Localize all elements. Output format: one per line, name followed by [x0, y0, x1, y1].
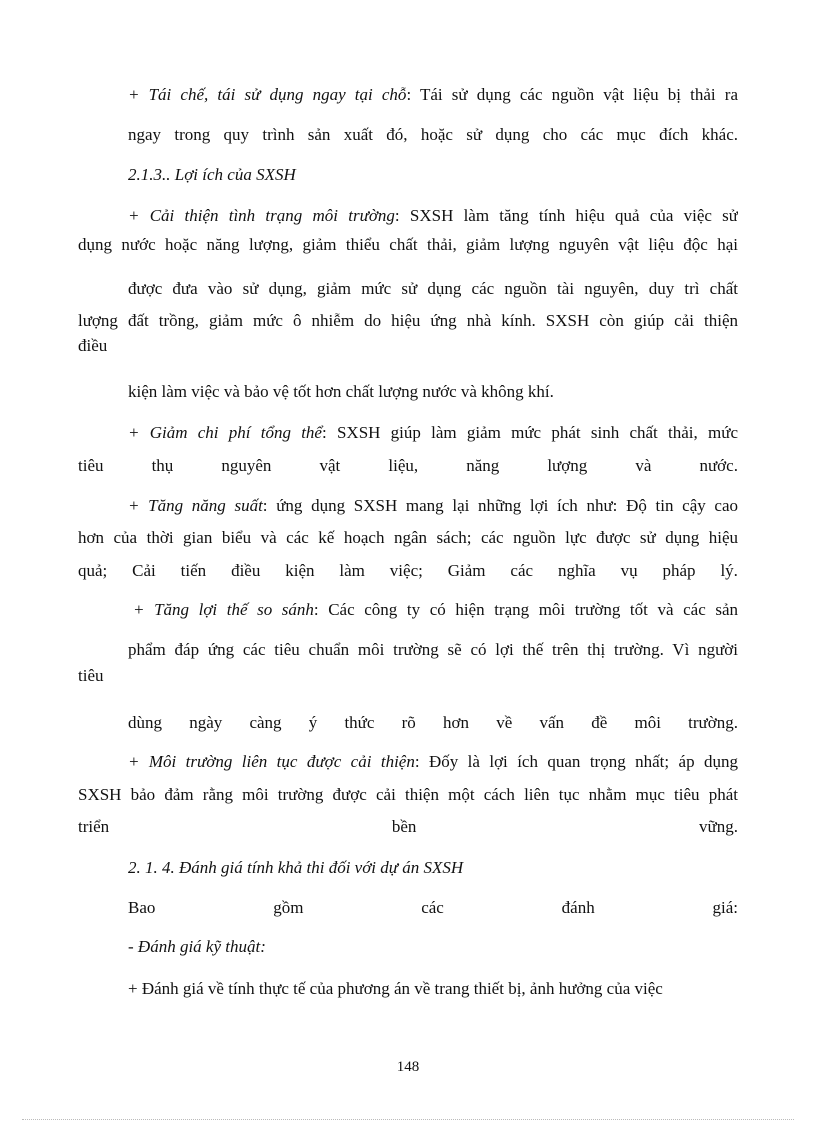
- text-line: [128, 713, 738, 733]
- text-line: điều: [78, 336, 108, 355]
- word: càng: [249, 713, 282, 732]
- text-line: lượng đất trồng, giảm mức ô nhiễm do hiệu ứng nhà kính. SXSH còn giúp cải thiện: [78, 311, 738, 330]
- word: ý: [308, 713, 318, 732]
- word: rõ: [401, 713, 416, 732]
- line-lead: + Môi trường liên tục được cải thiện: [128, 752, 415, 771]
- line-lead: + Tái chế, tái sử dụng ngay tại chỗ: [128, 85, 407, 104]
- text-line: [128, 496, 738, 516]
- word: các: [421, 898, 444, 917]
- text-line: dụng nước hoặc năng lượng, giảm thiểu chất thải, giảm lượng nguyên vật liệu độc hại: [78, 235, 738, 254]
- page-bottom-border: [22, 1119, 794, 1120]
- text-line: phẩm đáp ứng các tiêu chuẩn môi trường sẽ có lợi thế trên thị trường. Vì người: [128, 640, 738, 659]
- word: đánh: [561, 898, 595, 917]
- text-line: tiêu: [78, 666, 104, 685]
- line-lead: + Cải thiện tình trạng môi trường: [128, 206, 395, 225]
- word: nghĩa: [557, 561, 596, 580]
- text-line: [133, 600, 738, 620]
- line-text: : SXSH làm tăng tính hiệu quả của việc sử: [394, 206, 738, 225]
- word: thụ: [151, 456, 174, 475]
- line-text: : Các công ty có hiện trạng môi trường tốt và các sản: [313, 600, 738, 619]
- text-line: [78, 817, 738, 837]
- text-line: được đưa vào sử dụng, giảm mức sử dụng các nguồn tài nguyên, duy trì chất: [128, 279, 738, 298]
- text-line: [128, 85, 738, 105]
- word: tiến: [180, 561, 207, 580]
- line-text: : SXSH giúp làm giảm mức phát sinh chất thải, mức: [321, 423, 738, 442]
- section-heading: 2.1.3.. Lợi ích của SXSH: [128, 165, 296, 184]
- word: liệu,: [388, 456, 419, 475]
- line-text: : ứng dụng SXSH mang lại những lợi ích như: Độ tin cậy cao: [262, 496, 738, 515]
- text-line: [78, 456, 738, 476]
- line-lead: + Tăng lợi thế so sánh: [133, 600, 314, 619]
- word: gồm: [273, 898, 304, 917]
- word: giá:: [712, 898, 738, 917]
- line-text: : Đốy là lợi ích quan trọng nhất; áp dụng: [414, 752, 738, 771]
- section-heading: 2. 1. 4. Đánh giá tính khả thi đối với dự án SXSH: [128, 858, 464, 877]
- word: vật: [319, 456, 341, 475]
- word: nước.: [699, 456, 738, 475]
- text-line: [78, 561, 738, 581]
- text-line: kiện làm việc và bảo vệ tốt hơn chất lượng nước và không khí.: [128, 382, 554, 401]
- word: điều: [231, 561, 261, 580]
- section-heading: - Đánh giá kỹ thuật:: [128, 937, 266, 956]
- word: năng: [466, 456, 500, 475]
- word: Giảm: [447, 561, 486, 580]
- text-line: [128, 898, 738, 918]
- word: triển: [78, 817, 110, 836]
- page-number: 148: [396, 1059, 420, 1075]
- text-line: SXSH bảo đảm rằng môi trường được cải thiện một cách liên tục nhằm mục tiêu phát: [78, 785, 738, 804]
- word: Bao: [128, 898, 156, 917]
- word: pháp: [662, 561, 696, 580]
- word: về: [496, 713, 513, 732]
- line-lead: + Giảm chi phí tổng thể: [128, 423, 322, 442]
- word: nguyên: [221, 456, 272, 475]
- word: vụ: [620, 561, 638, 580]
- word: trường.: [688, 713, 738, 732]
- word: làm: [339, 561, 365, 580]
- text-line: [128, 752, 738, 772]
- word: và: [635, 456, 652, 475]
- text-line: [128, 206, 738, 226]
- word: bền: [391, 817, 417, 836]
- word: các: [510, 561, 534, 580]
- line-lead: + Tăng năng suất: [128, 496, 263, 515]
- word: môi: [634, 713, 661, 732]
- word: tiêu: [78, 456, 104, 475]
- word: kiện: [285, 561, 315, 580]
- word: lượng: [547, 456, 588, 475]
- word: việc;: [389, 561, 423, 580]
- word: thức: [344, 713, 375, 732]
- text-line: hơn của thời gian biểu và các kế hoạch ngân sách; các nguồn lực được sử dụng hiệu: [78, 528, 738, 547]
- text-line: ngay trong quy trình sản xuất đó, hoặc sử dụng cho các mục đích khác.: [128, 125, 738, 144]
- text-line: + Đánh giá về tính thực tế của phương án về trang thiết bị, ảnh hưởng của việc: [128, 979, 663, 998]
- word: ngày: [189, 713, 223, 732]
- text-line: [128, 423, 738, 443]
- word: Cải: [132, 561, 156, 580]
- word: đề: [591, 713, 608, 732]
- word: vấn: [539, 713, 565, 732]
- word: dùng: [128, 713, 162, 732]
- word: quả;: [78, 561, 108, 580]
- word: lý.: [720, 561, 738, 580]
- line-text: : Tái sử dụng các nguồn vật liệu bị thải ra: [406, 85, 738, 104]
- word: vững.: [699, 817, 738, 836]
- word: hơn: [443, 713, 470, 732]
